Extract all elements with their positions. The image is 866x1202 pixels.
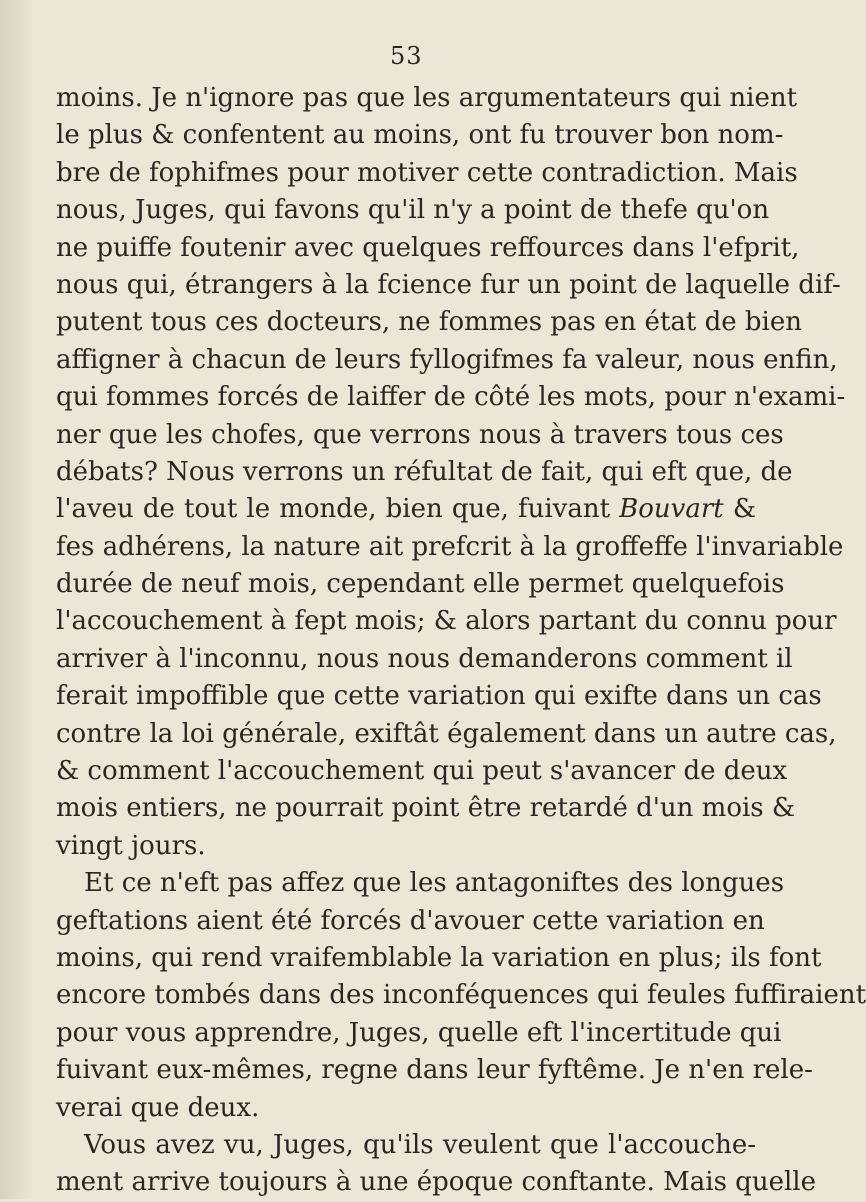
text-line: Et ce n'eft pas affez que les antagoniftes des longues [84,868,785,899]
text-line: nous, Juges, qui favons qu'il n'y a point de thefe qu'on [56,195,770,226]
text-line: ment arrive toujours à une époque conftante. Mais quelle [56,1167,816,1198]
text-line: verai que deux. [56,1092,260,1123]
text-line: nous qui, étrangers à la fcience fur un point de laquelle dif- [56,269,841,300]
text-line: encore tombés dans des inconféquences qui feules fuffiraient [56,980,866,1011]
text-segment: & [723,494,756,525]
text-segment: l'aveu de tout le monde, bien que, fuivant [56,494,620,525]
text-line: moins. Je n'ignore pas que les argumentateurs qui nient [56,83,798,113]
text-line: bre de fophifmes pour motiver cette contradiction. Mais [56,157,798,188]
page-number: 53 [390,42,423,70]
text-line: ner que les chofes, que verrons nous à travers tous ces [56,419,784,450]
text-line: geftations aient été forcés d'avouer cette variation en [56,905,765,936]
body-text [56,80,866,1202]
text-line: l'accouchement à fept mois; & alors partant du connu pour [56,606,837,637]
text-line: mois entiers, ne pourrait point être retardé d'un mois & [56,793,796,824]
text-line: Vous avez vu, Juges, qu'ils veulent que l'accouche- [84,1129,756,1160]
text-line: débats? Nous verrons un réfultat de fait, qui eft que, de [56,456,793,487]
text-line [56,491,756,528]
text-line: fuivant eux-mêmes, regne dans leur fyftême. Je n'en rele- [56,1055,813,1086]
text-line: contre la loi générale, exiftât également dans un autre cas, [56,718,837,749]
text-line: ne puiffe foutenir avec quelques reffources dans l'efprit, [56,232,800,263]
text-line: vingt jours. [56,830,206,861]
text-line: putent tous ces docteurs, ne fommes pas en état de bien [56,307,802,338]
italic-name: Bouvart [619,494,724,525]
text-line: moins, qui rend vraifemblable la variation en plus; ils font [56,942,822,973]
text-line: qui fommes forcés de laiffer de côté les mots, pour n'exami- [56,382,846,413]
text-line: & comment l'accouchement qui peut s'avancer de deux [56,756,788,787]
text-line: durée de neuf mois, cependant elle permet quelquefois [56,569,785,600]
binding-shadow [0,0,34,1199]
text-line: affigner à chacun de leurs fyllogifmes fa valeur, nous enfin, [56,344,838,375]
text-line: pour vous apprendre, Juges, quelle eft l'incertitude qui [56,1017,782,1048]
text-line: fes adhérens, la nature ait prefcrit à la groffeffe l'invariable [56,531,844,562]
text-line: ferait impoffible que cette variation qui exifte dans un cas [56,681,822,712]
text-line: le plus & confentent au moins, ont fu trouver bon nom- [56,120,784,151]
text-line: arriver à l'inconnu, nous nous demanderons comment il [56,643,793,674]
